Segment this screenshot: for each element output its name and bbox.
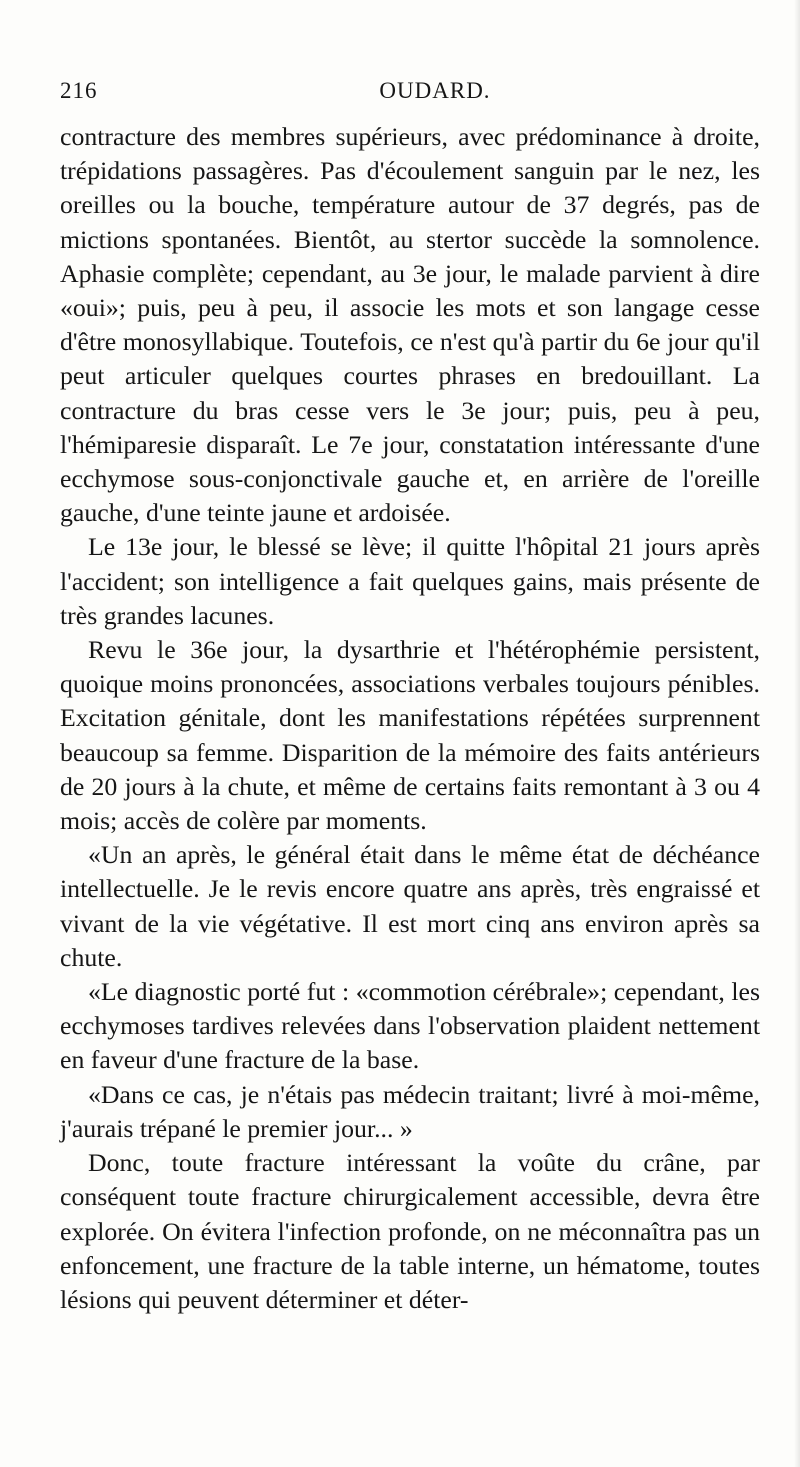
paragraph-2: Le 13e jour, le blessé se lève; il quitte l'hôpital 21 jours après l'accident; son intelligence a fait quelques gains, mais présente de très grandes lacunes. <box>60 532 760 630</box>
paragraph-4: «Un an après, le général était dans le même état de déchéance intellectuelle. Je le revis encore quatre ans après, très engraissé et vivant de la vie végétative. Il est mort cinq ans environ après sa chute. <box>60 840 760 972</box>
paragraph-7: Donc, toute fracture intéressant la voûte du crâne, par conséquent toute fracture chirurgicalement accessible, devra être explorée. On évitera l'infection profonde, on ne méconnaîtra pas un enfoncement, une fracture de la table interne, un hématome, toutes lésions qui peuvent déterminer et déter- <box>60 1148 760 1314</box>
scan-edge-shadow <box>794 0 800 1467</box>
paragraph-5: «Le diagnostic porté fut : «commotion cérébrale»; cependant, les ecchymoses tardives relevées dans l'observation plaident nettement en faveur d'une fracture de la base. <box>60 977 760 1075</box>
paragraph-6: «Dans ce cas, je n'étais pas médecin traitant; livré à moi-même, j'aurais trépané le premier jour... » <box>60 1079 760 1143</box>
running-head <box>60 78 760 112</box>
running-title: OUDARD. <box>379 78 491 103</box>
paragraph-1: contracture des membres supérieurs, avec prédominance à droite, trépidations passagères. Pas d'écoulement sanguin par le nez, les oreilles ou la bouche, température autour de 37 degrés, pas de mictions spontanées. Bientôt, au stertor succède la somnolence. Aphasie complète; cependant, au 3e jour, le malade parvient à dire «oui»; puis, peu à peu, il associe les mots et son langage cesse d'être monosyllabique. Toutefois, ce n'est qu'à partir du 6e jour qu'il peut articuler quelques courtes phrases en bredouillant. La contracture du bras cesse vers le 3e jour; puis, peu à peu, l'hémiparesie disparaît. Le 7e jour, constatation intéressante d'une ecchymose sous-conjonctivale gauche et, en arrière de l'oreille gauche, d'une teinte jaune et ardoisée. <box>60 122 760 528</box>
body-text <box>60 120 760 1317</box>
paragraph-3: Revu le 36e jour, la dysarthrie et l'hétérophémie persistent, quoique moins prononcées, associations verbales toujours pénibles. Excitation génitale, dont les manifestations répétées surprennent beaucoup sa femme. Disparition de la mémoire des faits antérieurs de 20 jours à la chute, et même de certains faits remontant à 3 ou 4 mois; accès de colère par moments. <box>60 635 760 836</box>
page-number: 216 <box>60 78 98 103</box>
